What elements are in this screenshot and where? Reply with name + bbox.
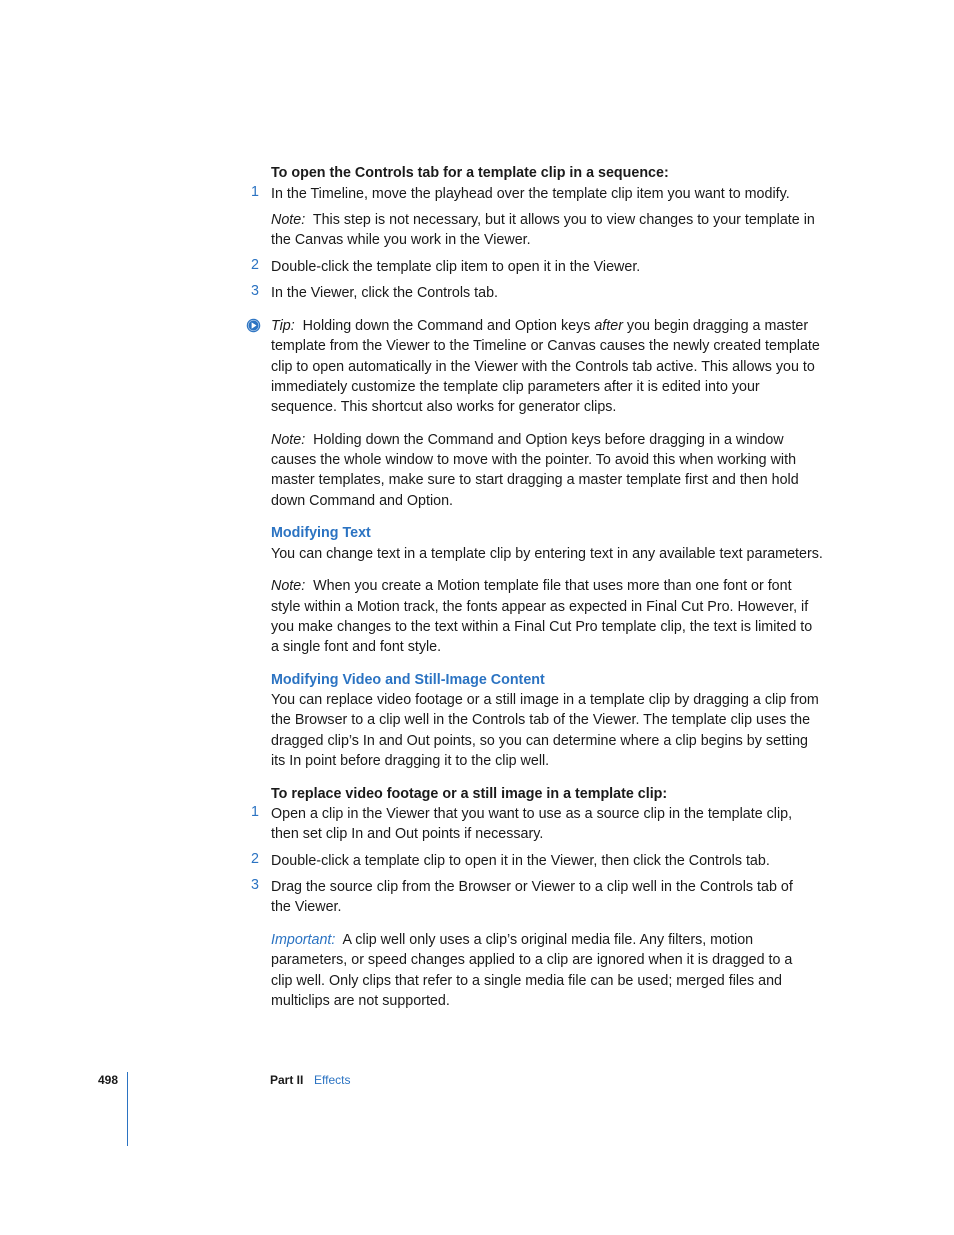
note-line (271, 210, 815, 230)
step-text-1: then set clip In and Out points if necessary. (271, 826, 544, 842)
procedure-heading-controls-tab: To open the Controls tab for a template clip in a sequence: (271, 165, 669, 181)
tip-line (271, 316, 808, 336)
note-line (271, 430, 784, 450)
step-number-1: 1 (251, 804, 259, 820)
important-text: A clip well only uses a clip’s original media file. Any filters, motion (342, 932, 754, 948)
section-title-modifying-video: Modifying Video and Still-Image Content (271, 672, 545, 688)
footer-section-label: Effects (314, 1073, 351, 1087)
section-title-modifying-text: Modifying Text (271, 525, 371, 541)
note-line: style within a Motion track, the fonts appear as expected in Final Cut Pro. However, if (271, 599, 809, 615)
note-label: Note: (271, 578, 306, 594)
tip-line: sequence. This shortcut also works for generator clips. (271, 399, 617, 415)
footer-divider (127, 1072, 128, 1146)
tip-emphasis: after (594, 318, 623, 334)
tip-text: you begin dragging a master (622, 318, 809, 334)
tip-line: immediately customize the template clip parameters after it is edited into your (271, 379, 760, 395)
important-line (271, 930, 753, 950)
note-text: When you create a Motion template file that uses more than one font or font (313, 578, 792, 594)
note-label: Note: (271, 432, 306, 448)
play-arrow-circle-icon (246, 318, 261, 333)
step-number-2: 2 (251, 851, 259, 867)
important-line: multiclips are not supported. (271, 993, 450, 1009)
note-line: the Canvas while you work in the Viewer. (271, 232, 531, 248)
procedure-heading-replace-video: To replace video footage or a still image in a template clip: (271, 786, 668, 802)
body-text: its In point before dragging it to the clip well. (271, 753, 550, 769)
page-number: 498 (98, 1073, 119, 1087)
step-text-1: Open a clip in the Viewer that you want to use as a source clip in the template clip, (271, 806, 793, 822)
step-number-1: 1 (251, 184, 259, 200)
tip-text: Holding down the Command and Option keys (302, 318, 595, 334)
note-line: causes the whole window to move with the pointer. To avoid this when working with (271, 452, 797, 468)
note-line: a single font and font style. (271, 639, 442, 655)
step-text-2: Double-click a template clip to open it in the Viewer, then click the Controls tab. (271, 853, 770, 869)
tip-line: clip to open automatically in the Viewer with the Controls tab active. This allows you to (271, 359, 815, 375)
note-text: Holding down the Command and Option keys before dragging in a window (313, 432, 784, 448)
step-text-3: the Viewer. (271, 899, 342, 915)
note-text: This step is not necessary, but it allows you to view changes to your template in (312, 212, 815, 228)
important-label: Important: (271, 932, 336, 948)
step-text-1: In the Timeline, move the playhead over the template clip item you want to modify. (271, 186, 790, 202)
note-line (271, 576, 792, 596)
step-number-3: 3 (251, 877, 259, 893)
body-text: the Browser to a clip well in the Controls tab of the Viewer. The template clip uses the (271, 712, 811, 728)
important-line: parameters, or speed changes applied to a clip are ignored when it is dragged to a (271, 952, 793, 968)
step-text-3: Drag the source clip from the Browser or Viewer to a clip well in the Controls tab of (271, 879, 793, 895)
step-text-3: In the Viewer, click the Controls tab. (271, 285, 499, 301)
tip-line: template from the Viewer to the Timeline or Canvas causes the newly created template (271, 338, 820, 354)
note-line: you make changes to the text within a Final Cut Pro template clip, the text is limited to (271, 619, 813, 635)
footer-part-label: Part II (270, 1073, 304, 1087)
step-number-3: 3 (251, 283, 259, 299)
tip-label: Tip: (271, 318, 295, 334)
body-text: dragged clip’s In and Out points, so you can determine where a clip begins by setting (271, 733, 808, 749)
step-text-2: Double-click the template clip item to open it in the Viewer. (271, 259, 641, 275)
body-text: You can change text in a template clip by entering text in any available text parameters. (271, 546, 823, 562)
note-line: down Command and Option. (271, 493, 453, 509)
body-text: You can replace video footage or a still image in a template clip by dragging a clip from (271, 692, 819, 708)
important-line: clip well. Only clips that refer to a single media file can be used; merged files and (271, 973, 782, 989)
note-line: master templates, make sure to start dragging a master template first and then hold (271, 472, 799, 488)
note-label: Note: (271, 212, 306, 228)
step-number-2: 2 (251, 257, 259, 273)
